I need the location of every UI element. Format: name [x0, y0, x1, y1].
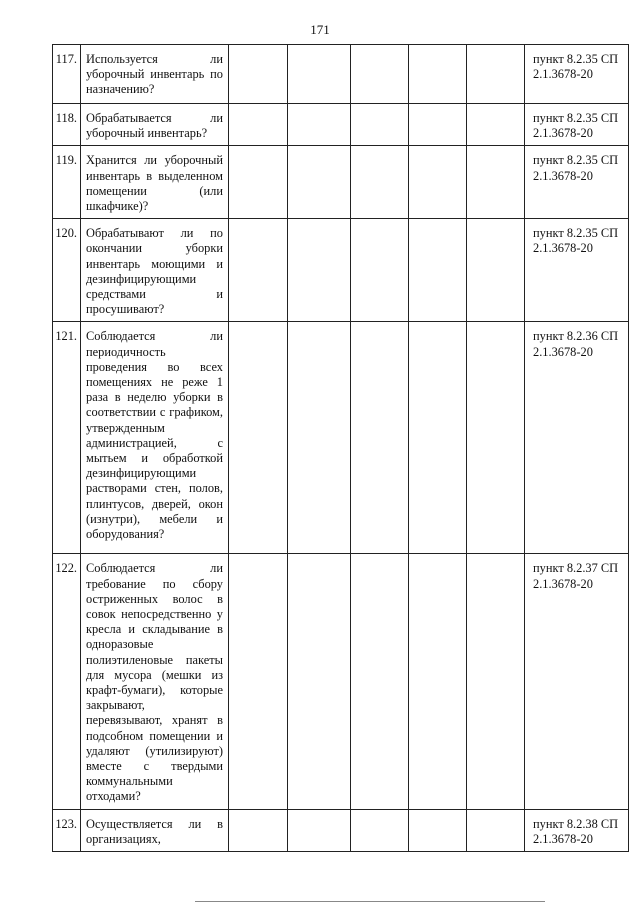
- answer-cell: [467, 322, 525, 554]
- row-reference: пункт 8.2.35 СП 2.1.3678-20: [525, 219, 629, 322]
- answer-cell: [351, 809, 409, 851]
- answer-cell: [467, 554, 525, 809]
- row-question: Соблюдается ли требование по сбору остриженных волос в совок непосредственно у кресла и складывание в одноразовые полиэтиленовые пакеты для мусора (мешки из крафт-бумаги), которые закрывают, перевязывают, хранят в подсобном помещении и удаляют (утилизируют) вместе с твердыми коммунальными отходами?: [81, 554, 229, 809]
- checklist-table: [52, 44, 629, 852]
- answer-cell: [229, 554, 288, 809]
- answer-cell: [229, 146, 288, 219]
- table-row: [53, 219, 629, 322]
- row-reference: пункт 8.2.38 СП 2.1.3678-20: [525, 809, 629, 851]
- answer-cell: [229, 104, 288, 146]
- row-question: Хранится ли уборочный инвентарь в выделенном помещении (или шкафчике)?: [81, 146, 229, 219]
- row-reference: пункт 8.2.36 СП 2.1.3678-20: [525, 322, 629, 554]
- table-row: [53, 45, 629, 104]
- answer-cell: [229, 809, 288, 851]
- row-question: Используется ли уборочный инвентарь по назначению?: [81, 45, 229, 104]
- answer-cell: [288, 146, 351, 219]
- answer-cell: [351, 104, 409, 146]
- table-row: [53, 554, 629, 809]
- answer-cell: [229, 45, 288, 104]
- answer-cell: [409, 104, 467, 146]
- table-row: [53, 104, 629, 146]
- row-number: 122.: [53, 554, 81, 809]
- page-edge-line: [195, 901, 545, 902]
- row-number: 121.: [53, 322, 81, 554]
- answer-cell: [409, 219, 467, 322]
- answer-cell: [409, 45, 467, 104]
- row-number: 120.: [53, 219, 81, 322]
- answer-cell: [409, 146, 467, 219]
- answer-cell: [288, 554, 351, 809]
- answer-cell: [467, 104, 525, 146]
- page-number: 171: [310, 22, 330, 37]
- answer-cell: [229, 322, 288, 554]
- row-question: Обрабатывают ли по окончании уборки инвентарь моющими и дезинфицирующими средствами и просушивают?: [81, 219, 229, 322]
- table-row: [53, 146, 629, 219]
- row-question: Соблюдается ли периодичность проведения во всех помещениях не реже 1 раза в неделю уборки в соответствии с графиком, утвержденным администрацией, с мытьем и обработкой дезинфицирующими растворами стен, полов, плинтусов, дверей, окон (изнутри), мебели и оборудования?: [81, 322, 229, 554]
- answer-cell: [467, 809, 525, 851]
- answer-cell: [351, 45, 409, 104]
- answer-cell: [351, 219, 409, 322]
- table-row: [53, 322, 629, 554]
- answer-cell: [288, 219, 351, 322]
- answer-cell: [409, 809, 467, 851]
- row-reference: пункт 8.2.37 СП 2.1.3678-20: [525, 554, 629, 809]
- row-question: Обрабатывается ли уборочный инвентарь?: [81, 104, 229, 146]
- row-reference: пункт 8.2.35 СП 2.1.3678-20: [525, 146, 629, 219]
- answer-cell: [467, 45, 525, 104]
- row-number: 117.: [53, 45, 81, 104]
- answer-cell: [409, 554, 467, 809]
- answer-cell: [351, 322, 409, 554]
- answer-cell: [288, 45, 351, 104]
- answer-cell: [351, 146, 409, 219]
- answer-cell: [351, 554, 409, 809]
- row-reference: пункт 8.2.35 СП 2.1.3678-20: [525, 45, 629, 104]
- row-number: 118.: [53, 104, 81, 146]
- answer-cell: [467, 219, 525, 322]
- answer-cell: [467, 146, 525, 219]
- table-row: [53, 809, 629, 851]
- answer-cell: [409, 322, 467, 554]
- row-reference: пункт 8.2.35 СП 2.1.3678-20: [525, 104, 629, 146]
- row-number: 119.: [53, 146, 81, 219]
- answer-cell: [229, 219, 288, 322]
- answer-cell: [288, 322, 351, 554]
- answer-cell: [288, 104, 351, 146]
- answer-cell: [288, 809, 351, 851]
- row-number: 123.: [53, 809, 81, 851]
- row-question: Осуществляется ли в организациях,: [81, 809, 229, 851]
